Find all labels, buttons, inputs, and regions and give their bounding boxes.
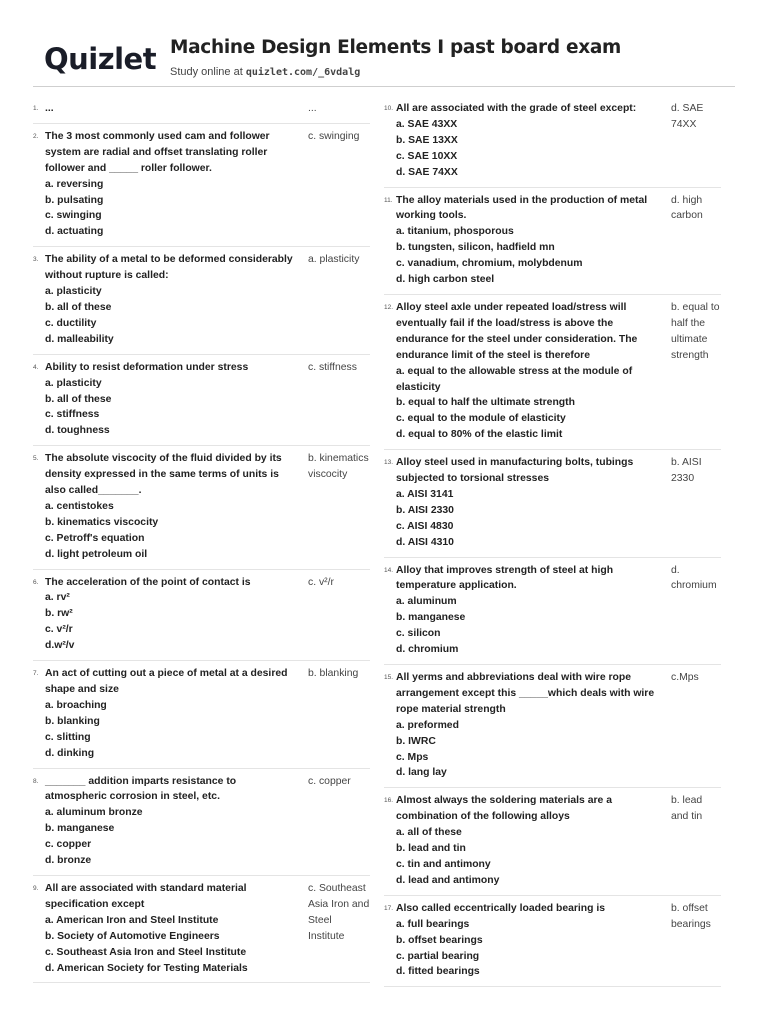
flashcard-row (384, 788, 721, 895)
card-number: 3. (33, 256, 39, 264)
card-number: 11. (384, 196, 393, 204)
header-divider (33, 86, 735, 87)
card-number: 15. (384, 674, 394, 681)
card-number: 14. (384, 566, 394, 574)
card-number: 5. (33, 455, 39, 463)
card-number: 10. (384, 105, 394, 112)
flashcard-row (33, 661, 370, 768)
card-answer: c. Southeast Asia Iron and Steel Institute (308, 882, 370, 942)
card-answer: a. plasticity (308, 254, 360, 266)
quizlet-logo[interactable]: Quizlet (44, 42, 157, 76)
card-number: 13. (384, 459, 394, 467)
flashcard-row (33, 124, 370, 247)
flashcard-row (384, 188, 721, 295)
flashcard-row (33, 769, 370, 876)
flashcard-row (33, 355, 370, 447)
flashcard-row (33, 876, 370, 983)
header (0, 0, 768, 90)
card-term: All are associated with standard material specification except a. American Iron and Steel Institute b. Society of Automotive Engineers c. Southeast Asia Iron and Steel Institute d. American Society for Testing Materials (45, 882, 248, 974)
card-answer: c.Mps (671, 672, 699, 683)
card-answer: b. blanking (308, 668, 359, 680)
card-answer: c. stiffness (308, 361, 357, 373)
card-answer: ... (308, 103, 317, 114)
card-answer: c. copper (308, 775, 351, 787)
card-number: 8. (33, 777, 39, 785)
card-number: 17. (384, 904, 394, 912)
card-term: Also called eccentrically loaded bearing is a. full bearings b. offset bearings c. partial bearing d. fitted bearings (396, 902, 606, 978)
card-answer: b. offset bearings (671, 902, 711, 930)
card-number: 9. (33, 884, 39, 892)
card-number: 12. (384, 303, 394, 311)
flashcard-row (384, 558, 721, 665)
card-term: The acceleration of the point of contact is a. rv² b. rw² c. v²/r d.w²/v (45, 576, 251, 652)
card-term: An act of cutting out a piece of metal at a desired shape and size a. broaching b. blanking c. slitting d. dinking (45, 668, 288, 759)
card-number: 1. (33, 105, 39, 112)
page-title: Machine Design Elements I past board exam (170, 37, 621, 58)
flashcard-row (384, 896, 721, 988)
card-term: The absolute viscocity of the fluid divided by its density expressed in the same terms of units is also called_______. a. centistokes b. kinematics viscocity c. Petroff's equation d. light petroleum oil (45, 453, 282, 560)
flashcard-row (384, 295, 721, 450)
card-term: ... (45, 103, 54, 114)
card-answer: b. lead and tin (671, 795, 703, 823)
card-term: The ability of a metal to be deformed considerably without rupture is called: a. plasticity b. all of these c. ductility d. malleability (45, 254, 293, 345)
card-term: All are associated with the grade of steel except: a. SAE 43XX b. SAE 13XX c. SAE 10XX d. SAE 74XX (396, 103, 637, 178)
card-answer: d. SAE 74XX (671, 103, 704, 130)
left-card-column (33, 96, 370, 983)
flashcard-row (384, 450, 721, 557)
card-term: Almost always the soldering materials are a combination of the following alloys a. all of these b. lead and tin c. tin and antimony d. lead and antimony (396, 795, 612, 886)
card-answer: d. chromium (671, 564, 717, 592)
card-term: Ability to resist deformation under stress a. plasticity b. all of these c. stiffness d. toughness (45, 361, 249, 437)
card-number: 2. (33, 132, 39, 140)
card-term: _______ addition imparts resistance to atmospheric corrosion in steel, etc. a. aluminum bronze b. manganese c. copper d. bronze (45, 775, 237, 867)
right-card-column (384, 96, 721, 987)
card-term: All yerms and abbreviations deal with wire rope arrangement except this _____which deals with wire rope material strength a. preformed b. IWRC c. Mps d. lang lay (396, 672, 655, 779)
flashcard-row (33, 247, 370, 354)
card-number: 16. (384, 797, 394, 805)
card-answer: b. AISI 2330 (671, 457, 702, 485)
card-number: 7. (33, 670, 39, 678)
card-term: Alloy steel used in manufacturing bolts, tubings subjected to torsional stresses a. AISI 3141 b. AISI 2330 c. AISI 4830 d. AISI 4310 (396, 457, 634, 548)
card-answer: b. equal to half the ultimate strength (671, 301, 720, 361)
study-link[interactable]: quizlet.com/_6vdalg (245, 67, 361, 78)
card-answer: b. kinematics viscocity (308, 453, 369, 481)
subtitle-prefix: Study online at (170, 66, 246, 78)
card-term: Alloy that improves strength of steel at high temperature application. a. aluminum b. manganese c. silicon d. chromium (396, 564, 614, 656)
flashcard-row (384, 96, 721, 188)
flashcard-row (384, 665, 721, 788)
card-answer: c. swinging (308, 130, 360, 142)
card-answer: c. v²/r (308, 576, 334, 588)
flashcard-row (33, 570, 370, 662)
card-answer: d. high carbon (671, 194, 703, 222)
card-term: Alloy steel axle under repeated load/stress will eventually fail if the load/stress is above the endurance for the steel under consideration. The endurance limit of the steel is therefore a. equal to the allowable stress at the module of elasticity b. equal to half the ultimate strength c. equal to the module of elasticity d. equal to 80% of the elastic limit (396, 301, 638, 441)
card-term: The alloy materials used in the production of metal working tools. a. titanium, phosporous b. tungsten, silicon, hadfield mn c. vanadium, chromium, molybdenum d. high carbon steel (396, 194, 648, 286)
flashcard-row (33, 96, 370, 124)
card-number: 6. (33, 578, 39, 586)
card-term: The 3 most commonly used cam and follower system are radial and offset translating roller follower and _____ roller follower. a. reversing b. pulsating c. swinging d. actuating (45, 130, 270, 238)
page-subtitle (170, 66, 360, 78)
flashcard-row (33, 446, 370, 569)
card-number: 4. (33, 363, 39, 371)
